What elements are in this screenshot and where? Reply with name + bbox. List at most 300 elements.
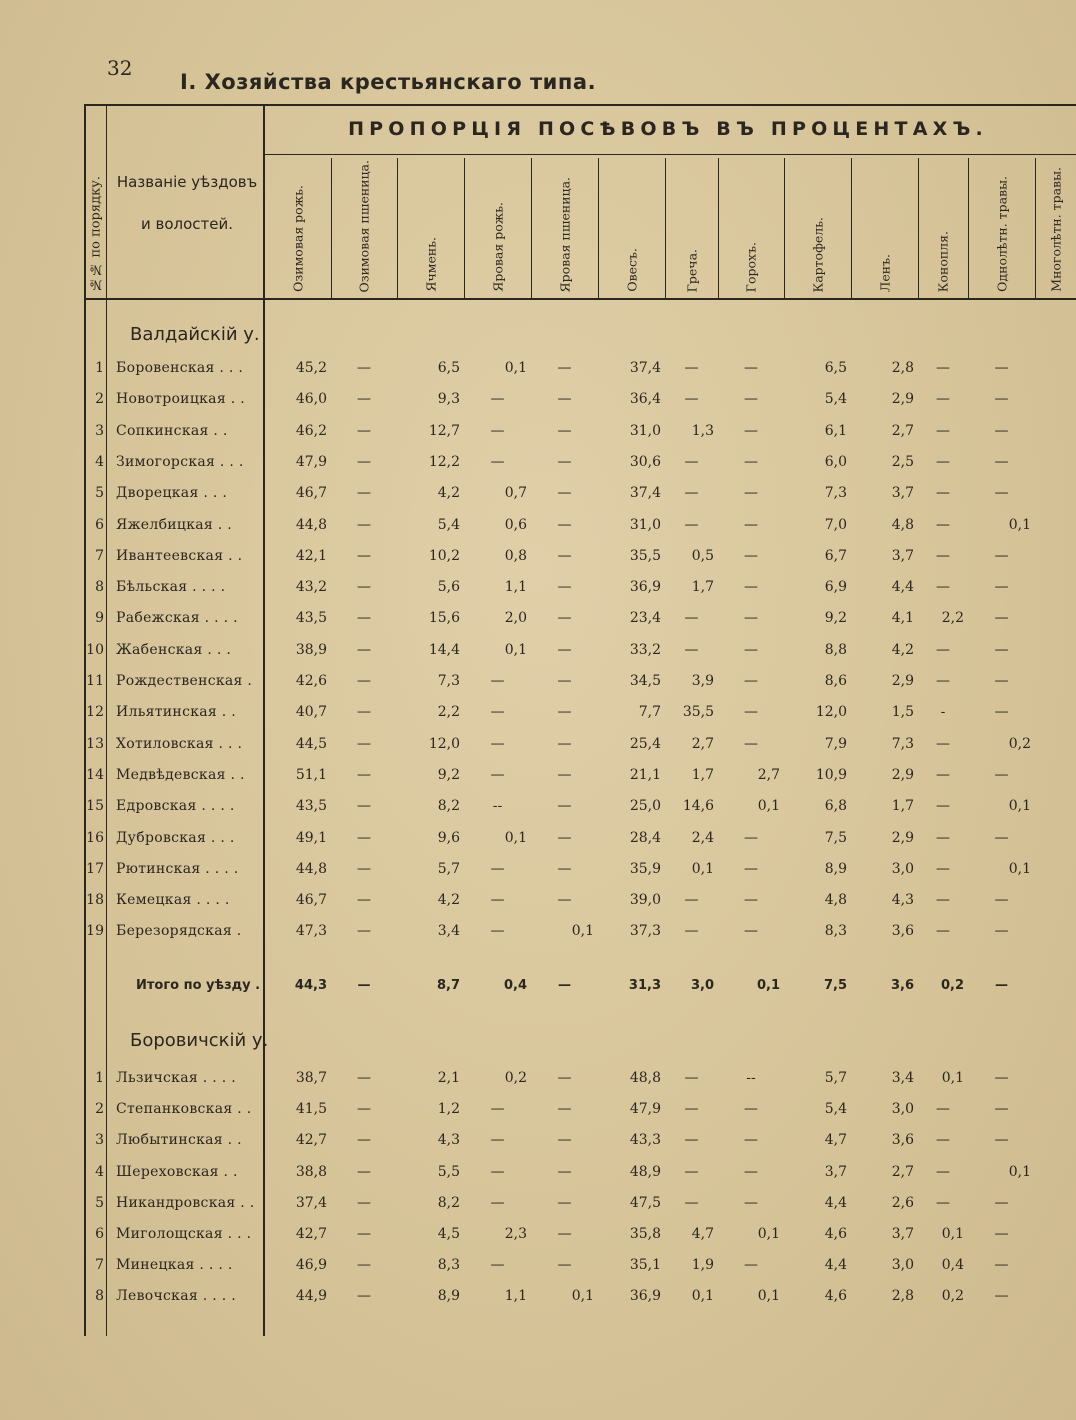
row-name: Дубровская . . . bbox=[116, 830, 235, 846]
table-row bbox=[0, 423, 1076, 451]
table-row bbox=[0, 704, 1076, 732]
table-row bbox=[0, 1195, 1076, 1223]
table-cell: — bbox=[557, 642, 572, 658]
table-cell: 31,0 bbox=[629, 517, 661, 533]
table-row bbox=[0, 1288, 1076, 1316]
table-cell: 6,5 bbox=[824, 360, 847, 376]
table-cell: — bbox=[557, 423, 572, 439]
table-cell: — bbox=[744, 485, 758, 501]
table-cell: — bbox=[936, 767, 950, 783]
table-cell: 4,8 bbox=[824, 892, 847, 908]
row-number: 1 bbox=[95, 1070, 104, 1086]
table-cell: — bbox=[684, 1101, 699, 1117]
table-cell: — bbox=[558, 978, 571, 993]
table-cell: 42,7 bbox=[295, 1132, 327, 1148]
table-cell: — bbox=[936, 548, 950, 564]
row-name: Сопкинская . . bbox=[116, 423, 228, 439]
table-cell: 5,4 bbox=[437, 517, 460, 533]
proportion-subheader-rule bbox=[265, 154, 1076, 155]
table-cell: 2,2 bbox=[941, 610, 964, 626]
row-number: 1 bbox=[95, 360, 104, 376]
table-cell: 0,1 bbox=[757, 1288, 780, 1304]
table-cell: 0,1 bbox=[757, 1226, 780, 1242]
table-cell: 42,6 bbox=[295, 673, 327, 689]
table-row bbox=[0, 517, 1076, 545]
table-cell: 4,2 bbox=[437, 485, 460, 501]
table-cell: — bbox=[744, 830, 758, 846]
crop-column-rule bbox=[464, 158, 465, 298]
table-cell: — bbox=[744, 360, 758, 376]
table-cell: — bbox=[357, 485, 371, 501]
table-cell: 0,1 bbox=[504, 830, 527, 846]
table-cell: 4,4 bbox=[824, 1257, 847, 1273]
crop-column-header: Озимовая рожь. bbox=[290, 185, 306, 292]
table-cell: — bbox=[994, 767, 1009, 783]
table-cell: 46,0 bbox=[295, 391, 327, 407]
table-cell: — bbox=[744, 423, 758, 439]
table-cell: 48,9 bbox=[629, 1164, 661, 1180]
table-cell: — bbox=[744, 517, 758, 533]
table-cell: 7,9 bbox=[824, 736, 847, 752]
table-cell: 0,4 bbox=[941, 1257, 964, 1273]
table-cell: — bbox=[557, 704, 572, 720]
row-number: 6 bbox=[95, 1226, 104, 1242]
table-cell: — bbox=[357, 1226, 371, 1242]
table-cell: 10,9 bbox=[815, 767, 847, 783]
table-row bbox=[0, 579, 1076, 607]
crop-column-header: Однолѣтн. травы. bbox=[994, 176, 1009, 292]
table-cell: — bbox=[994, 892, 1009, 908]
table-cell: 3,0 bbox=[891, 1257, 914, 1273]
table-cell: 4,8 bbox=[891, 517, 914, 533]
table-cell: 43,5 bbox=[295, 610, 327, 626]
table-cell: 25,4 bbox=[629, 736, 661, 752]
table-header-bottom-rule bbox=[86, 298, 1076, 300]
table-cell: — bbox=[357, 1257, 371, 1273]
table-cell: — bbox=[357, 736, 371, 752]
crop-column-rule bbox=[851, 158, 852, 298]
table-cell: -- bbox=[746, 1070, 756, 1086]
table-cell: 1,2 bbox=[437, 1101, 460, 1117]
table-cell: 3,7 bbox=[891, 548, 914, 564]
table-cell: 4,2 bbox=[891, 642, 914, 658]
table-cell: — bbox=[684, 391, 699, 407]
table-cell: — bbox=[936, 485, 950, 501]
row-number: 3 bbox=[95, 1132, 104, 1148]
table-cell: 4,3 bbox=[891, 892, 914, 908]
table-cell: — bbox=[684, 1132, 699, 1148]
table-cell: — bbox=[357, 923, 371, 939]
row-number: 7 bbox=[95, 1257, 104, 1273]
table-cell: 0,1 bbox=[571, 923, 594, 939]
table-cell: — bbox=[744, 673, 758, 689]
table-cell: 0,1 bbox=[1008, 517, 1031, 533]
table-cell: 0,2 bbox=[940, 978, 964, 993]
table-row bbox=[0, 548, 1076, 576]
section-title: Боровичскій у. bbox=[130, 1030, 269, 1051]
row-name: Жабенская . . . bbox=[116, 642, 232, 658]
crop-column-rule bbox=[1035, 158, 1036, 298]
row-number: 14 bbox=[86, 767, 104, 783]
table-cell: 47,5 bbox=[629, 1195, 661, 1211]
row-number: 12 bbox=[86, 704, 104, 720]
table-cell: 3,6 bbox=[890, 978, 914, 993]
table-cell: 8,7 bbox=[436, 978, 460, 993]
table-row bbox=[0, 736, 1076, 764]
table-cell: — bbox=[357, 579, 371, 595]
table-cell: 36,9 bbox=[629, 1288, 661, 1304]
table-cell: 4,7 bbox=[824, 1132, 847, 1148]
table-cell: 44,3 bbox=[294, 978, 327, 993]
row-number: 17 bbox=[86, 861, 104, 877]
row-name: Бѣльская . . . . bbox=[116, 579, 226, 595]
table-cell: 3,0 bbox=[690, 978, 714, 993]
table-cell: 8,6 bbox=[824, 673, 847, 689]
table-cell: — bbox=[490, 892, 505, 908]
row-name: Дворецкая . . . bbox=[116, 485, 228, 501]
table-cell: 0,1 bbox=[756, 978, 780, 993]
crop-column-rule bbox=[331, 158, 332, 298]
table-cell: — bbox=[994, 830, 1009, 846]
crop-column-rule bbox=[784, 158, 785, 298]
table-row bbox=[0, 923, 1076, 951]
row-number: 2 bbox=[95, 391, 104, 407]
table-cell: 2,9 bbox=[891, 673, 914, 689]
row-number: 6 bbox=[95, 517, 104, 533]
table-cell: — bbox=[557, 798, 572, 814]
table-cell: — bbox=[936, 1195, 950, 1211]
table-cell: 1,7 bbox=[691, 767, 714, 783]
table-cell: — bbox=[357, 391, 371, 407]
table-cell: 2,7 bbox=[891, 1164, 914, 1180]
table-cell: 38,8 bbox=[295, 1164, 327, 1180]
table-cell: — bbox=[994, 642, 1009, 658]
row-name: Степанковская . . bbox=[116, 1101, 252, 1117]
row-name: Любытинская . . bbox=[116, 1132, 242, 1148]
table-cell: 2,7 bbox=[757, 767, 780, 783]
table-cell: — bbox=[936, 423, 950, 439]
table-cell: — bbox=[744, 579, 758, 595]
table-cell: 8,3 bbox=[437, 1257, 460, 1273]
table-cell: 35,1 bbox=[629, 1257, 661, 1273]
crop-column-header: Ленъ. bbox=[877, 253, 892, 292]
table-cell: — bbox=[490, 423, 505, 439]
table-cell: — bbox=[936, 517, 950, 533]
table-cell: 44,8 bbox=[295, 861, 327, 877]
table-cell: — bbox=[744, 1164, 758, 1180]
table-cell: 2,6 bbox=[891, 1195, 914, 1211]
table-cell: 49,1 bbox=[295, 830, 327, 846]
crop-column-header: Многолѣтн. травы. bbox=[1048, 167, 1063, 292]
table-cell: — bbox=[994, 454, 1009, 470]
table-cell: 38,9 bbox=[295, 642, 327, 658]
table-cell: — bbox=[557, 1257, 572, 1273]
row-number: 2 bbox=[95, 1101, 104, 1117]
table-cell: — bbox=[357, 892, 371, 908]
table-cell: 6,9 bbox=[824, 579, 847, 595]
table-cell: 2,7 bbox=[891, 423, 914, 439]
table-cell: — bbox=[994, 1101, 1009, 1117]
table-cell: 37,4 bbox=[295, 1195, 327, 1211]
table-cell: — bbox=[490, 861, 505, 877]
table-cell: — bbox=[994, 485, 1009, 501]
table-cell: — bbox=[357, 642, 371, 658]
table-cell: 9,2 bbox=[824, 610, 847, 626]
table-cell: — bbox=[994, 704, 1009, 720]
table-cell: — bbox=[994, 360, 1009, 376]
table-row bbox=[0, 861, 1076, 889]
table-cell: 3,6 bbox=[891, 923, 914, 939]
row-name: Шереховская . . bbox=[116, 1164, 238, 1180]
table-cell: — bbox=[557, 454, 572, 470]
table-cell: — bbox=[684, 1164, 699, 1180]
row-name: Рабежская . . . . bbox=[116, 610, 238, 626]
table-cell: — bbox=[357, 1101, 371, 1117]
table-cell: 2,4 bbox=[691, 830, 714, 846]
page-number: 32 bbox=[107, 56, 133, 80]
table-cell: — bbox=[557, 767, 572, 783]
table-cell: 46,9 bbox=[295, 1257, 327, 1273]
table-row bbox=[0, 1257, 1076, 1285]
table-cell: 3,6 bbox=[891, 1132, 914, 1148]
table-cell: — bbox=[936, 454, 950, 470]
table-cell: 12,0 bbox=[428, 736, 460, 752]
table-cell: 43,3 bbox=[629, 1132, 661, 1148]
table-cell: 12,2 bbox=[428, 454, 460, 470]
table-cell: — bbox=[490, 1132, 505, 1148]
table-cell: 2,2 bbox=[437, 704, 460, 720]
table-cell: — bbox=[357, 1164, 371, 1180]
table-cell: 8,9 bbox=[437, 1288, 460, 1304]
table-cell: — bbox=[557, 548, 572, 564]
table-cell: 1,5 bbox=[891, 704, 914, 720]
table-cell: — bbox=[490, 736, 505, 752]
table-cell: 34,5 bbox=[629, 673, 661, 689]
row-name: Левочская . . . . bbox=[116, 1288, 237, 1304]
table-cell: 5,7 bbox=[437, 861, 460, 877]
row-number: 15 bbox=[86, 798, 104, 814]
table-row bbox=[0, 1164, 1076, 1192]
table-cell: — bbox=[357, 517, 371, 533]
table-cell: 8,9 bbox=[824, 861, 847, 877]
table-cell: — bbox=[744, 861, 758, 877]
table-cell: — bbox=[357, 1070, 371, 1086]
table-cell: — bbox=[994, 423, 1009, 439]
table-cell: 5,6 bbox=[437, 579, 460, 595]
table-cell: 8,2 bbox=[437, 798, 460, 814]
table-cell: — bbox=[557, 892, 572, 908]
table-cell: — bbox=[936, 360, 950, 376]
table-cell: — bbox=[684, 923, 699, 939]
row-name: Хотиловская . . . bbox=[116, 736, 243, 752]
crop-column-header: Конопля. bbox=[935, 230, 951, 292]
table-cell: 8,3 bbox=[824, 923, 847, 939]
table-cell: 3,7 bbox=[891, 485, 914, 501]
table-cell: — bbox=[557, 673, 572, 689]
table-cell: — bbox=[557, 861, 572, 877]
table-row bbox=[0, 1132, 1076, 1160]
table-cell: 0,2 bbox=[1008, 736, 1031, 752]
table-cell: — bbox=[684, 360, 699, 376]
table-row bbox=[0, 642, 1076, 670]
table-cell: — bbox=[936, 1164, 950, 1180]
row-name: Минецкая . . . . bbox=[116, 1257, 233, 1273]
table-cell: — bbox=[490, 1101, 505, 1117]
table-cell: 9,3 bbox=[437, 391, 460, 407]
table-cell: 0,2 bbox=[504, 1070, 527, 1086]
table-cell: 12,0 bbox=[815, 704, 847, 720]
table-cell: — bbox=[490, 767, 505, 783]
table-cell: 0,1 bbox=[1008, 798, 1031, 814]
table-cell: — bbox=[994, 391, 1009, 407]
table-cell: — bbox=[557, 1132, 572, 1148]
table-cell: — bbox=[684, 517, 699, 533]
table-cell: — bbox=[490, 1195, 505, 1211]
table-row bbox=[0, 454, 1076, 482]
table-cell: — bbox=[744, 1195, 758, 1211]
table-cell: — bbox=[557, 610, 572, 626]
table-cell: 6,0 bbox=[824, 454, 847, 470]
table-row bbox=[0, 485, 1076, 513]
table-cell: — bbox=[684, 1070, 699, 1086]
row-name: Рождественская . bbox=[116, 673, 253, 689]
table-cell: 31,0 bbox=[629, 423, 661, 439]
crop-column-header: Ячмень. bbox=[423, 237, 438, 292]
table-cell: — bbox=[557, 1226, 572, 1242]
table-cell: 3,9 bbox=[691, 673, 714, 689]
table-cell: 48,8 bbox=[629, 1070, 661, 1086]
table-cell: — bbox=[994, 1288, 1009, 1304]
table-cell: — bbox=[994, 1132, 1009, 1148]
table-cell: — bbox=[357, 423, 371, 439]
table-cell: — bbox=[936, 391, 950, 407]
row-name: Никандровская . . bbox=[116, 1195, 255, 1211]
table-cell: 35,5 bbox=[682, 704, 714, 720]
row-name: Миголощская . . . bbox=[116, 1226, 252, 1242]
table-cell: — bbox=[994, 1070, 1009, 1086]
table-cell: 25,0 bbox=[629, 798, 661, 814]
table-cell: 2,8 bbox=[891, 1288, 914, 1304]
table-cell: 3,4 bbox=[891, 1070, 914, 1086]
table-cell: 3,0 bbox=[891, 1101, 914, 1117]
table-cell: — bbox=[936, 923, 950, 939]
table-cell: 33,2 bbox=[629, 642, 661, 658]
table-cell: — bbox=[936, 892, 950, 908]
table-cell: — bbox=[684, 454, 699, 470]
table-cell: 0,1 bbox=[941, 1226, 964, 1242]
table-cell: 35,9 bbox=[629, 861, 661, 877]
row-number: 13 bbox=[86, 736, 104, 752]
table-cell: — bbox=[357, 830, 371, 846]
crop-column-header: Озимовая пшеница. bbox=[356, 159, 372, 292]
table-cell: 0,5 bbox=[691, 548, 714, 564]
table-cell: — bbox=[936, 579, 950, 595]
table-cell: 51,1 bbox=[295, 767, 327, 783]
table-cell: 37,4 bbox=[629, 485, 661, 501]
table-cell: 2,7 bbox=[691, 736, 714, 752]
table-top-rule bbox=[86, 104, 1076, 106]
crop-column-header: Яровая пшеница. bbox=[557, 176, 572, 292]
table-cell: — bbox=[994, 1226, 1009, 1242]
row-number: 5 bbox=[95, 485, 104, 501]
crop-column-rule bbox=[968, 158, 969, 298]
table-cell: — bbox=[994, 548, 1009, 564]
name-column-header-line1: Названіе уѣздовъ bbox=[116, 173, 258, 191]
table-cell: 4,7 bbox=[691, 1226, 714, 1242]
row-name: Льзичская . . . . bbox=[116, 1070, 236, 1086]
table-cell: 8,8 bbox=[824, 642, 847, 658]
table-cell: 42,1 bbox=[295, 548, 327, 564]
table-cell: — bbox=[490, 454, 505, 470]
row-number: 5 bbox=[95, 1195, 104, 1211]
table-cell: 6,1 bbox=[824, 423, 847, 439]
table-cell: 44,5 bbox=[295, 736, 327, 752]
table-row bbox=[0, 798, 1076, 826]
table-cell: — bbox=[684, 892, 699, 908]
crop-column-header: Овесъ. bbox=[624, 248, 639, 292]
table-cell: 15,6 bbox=[428, 610, 460, 626]
table-cell: 0,1 bbox=[941, 1070, 964, 1086]
table-cell: 4,4 bbox=[824, 1195, 847, 1211]
table-row bbox=[0, 830, 1076, 858]
table-cell: 7,7 bbox=[638, 704, 661, 720]
table-cell: 1,9 bbox=[691, 1257, 714, 1273]
total-label: Итого по уѣзду . bbox=[136, 978, 261, 993]
table-cell: — bbox=[936, 1101, 950, 1117]
table-cell: 35,5 bbox=[629, 548, 661, 564]
table-cell: — bbox=[744, 548, 758, 564]
table-cell: 0,1 bbox=[571, 1288, 594, 1304]
table-cell: — bbox=[557, 517, 572, 533]
table-cell: — bbox=[936, 798, 950, 814]
table-cell: 0,1 bbox=[1008, 861, 1031, 877]
table-cell: — bbox=[357, 548, 371, 564]
table-cell: 4,5 bbox=[437, 1226, 460, 1242]
table-cell: 46,2 bbox=[295, 423, 327, 439]
table-cell: 5,4 bbox=[824, 391, 847, 407]
table-cell: 3,0 bbox=[891, 861, 914, 877]
row-name: Зимогорская . . . bbox=[116, 454, 244, 470]
table-cell: — bbox=[490, 1164, 505, 1180]
table-cell: — bbox=[994, 923, 1009, 939]
table-row bbox=[0, 391, 1076, 419]
row-number: 19 bbox=[86, 923, 104, 939]
table-cell: 2,9 bbox=[891, 830, 914, 846]
table-cell: 30,6 bbox=[629, 454, 661, 470]
table-cell: — bbox=[744, 1132, 758, 1148]
crop-column-rule bbox=[531, 158, 532, 298]
row-number: 4 bbox=[95, 454, 104, 470]
row-name: Кемецкая . . . . bbox=[116, 892, 230, 908]
table-row bbox=[0, 767, 1076, 795]
table-cell: 47,3 bbox=[295, 923, 327, 939]
table-cell: — bbox=[357, 861, 371, 877]
table-cell: — bbox=[936, 1132, 950, 1148]
table-cell: — bbox=[936, 642, 950, 658]
table-cell: 7,3 bbox=[437, 673, 460, 689]
table-cell: — bbox=[936, 673, 950, 689]
table-cell: — bbox=[744, 454, 758, 470]
table-cell: — bbox=[994, 673, 1009, 689]
table-cell: 41,5 bbox=[295, 1101, 327, 1117]
row-name: Березорядская . bbox=[116, 923, 242, 939]
table-cell: 3,4 bbox=[437, 923, 460, 939]
table-cell: — bbox=[744, 704, 758, 720]
table-cell: — bbox=[744, 1101, 758, 1117]
row-number: 10 bbox=[86, 642, 104, 658]
table-cell: — bbox=[684, 1195, 699, 1211]
table-cell: 44,8 bbox=[295, 517, 327, 533]
